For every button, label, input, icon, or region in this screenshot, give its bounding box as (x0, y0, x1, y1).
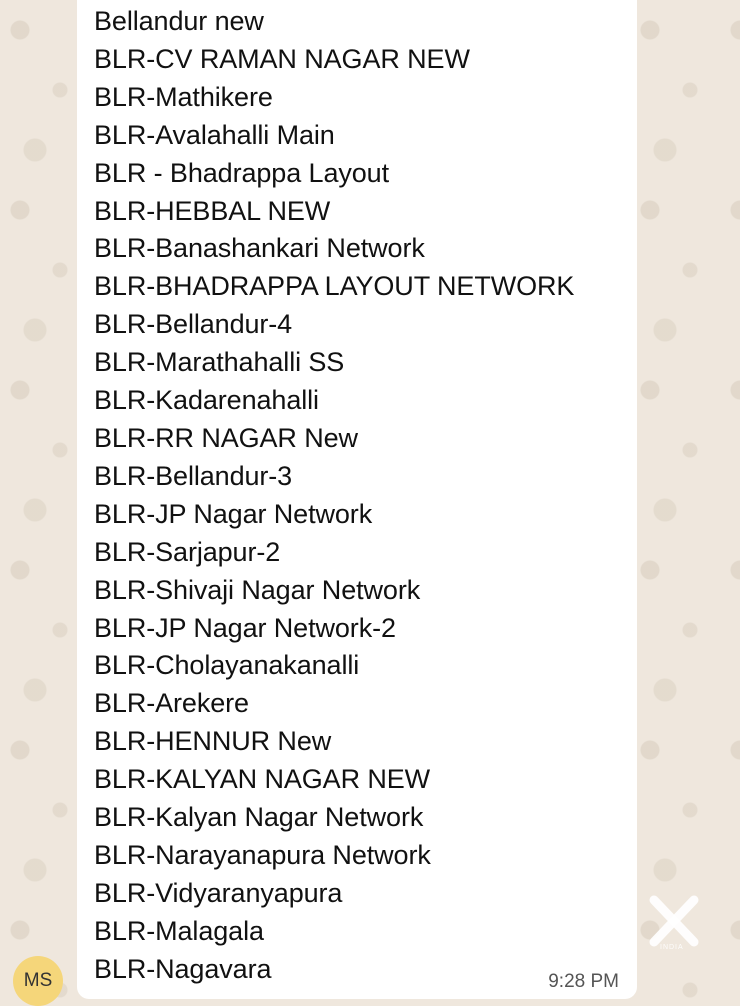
message-line: BLR-Shivaji Nagar Network (94, 574, 421, 605)
olx-logo-icon (568, 884, 708, 954)
message-line: BLR-Mathikere (94, 81, 273, 112)
message-line: BLR-Kadarenahalli (94, 385, 319, 416)
message-line: BLR-Bellandur-3 (94, 460, 293, 491)
message-line: BLR-CV RAMAN NAGAR NEW (94, 43, 470, 74)
message-text (94, 0, 637, 989)
message-line: BLR-Marathahalli SS (94, 347, 345, 378)
message-line: BLR-RR NAGAR New (94, 422, 358, 453)
message-line: BLR-BHADRAPPA LAYOUT NETWORK (94, 271, 575, 302)
message-line: BLR-Vidyaranyapura (94, 877, 343, 908)
message-line: Bellandur new (94, 6, 264, 36)
message-line: BLR-Kalyan Nagar Network (94, 802, 424, 833)
message-line: BLR-Nagavara (94, 953, 272, 984)
message-line: BLR-Arekere (94, 688, 249, 719)
message-timestamp: 9:28 PM (548, 971, 619, 992)
message-line: BLR-Sarjapur-2 (94, 536, 281, 567)
message-line: BLR-JP Nagar Network (94, 498, 373, 529)
message-line: BLR-Cholayanakanalli (94, 650, 360, 681)
message-line: BLR-KALYAN NAGAR NEW (94, 764, 431, 795)
message-line: BLR-Malagala (94, 915, 264, 946)
message-bubble[interactable] (77, 0, 637, 999)
message-line: BLR-Banashankari Network (94, 233, 425, 264)
message-line: BLR-Avalahalli Main (94, 119, 335, 150)
avatar-initials: MS (23, 970, 53, 991)
message-line-partial (94, 0, 637, 3)
message-line: BLR-HEBBAL NEW (94, 195, 331, 226)
message-line: BLR-JP Nagar Network-2 (94, 612, 396, 643)
message-line: BLR - Bhadrappa Layout (94, 157, 389, 188)
watermark-subtext: INDIA (660, 944, 684, 951)
message-line: BLR-HENNUR New (94, 726, 332, 757)
message-line: BLR-Narayanapura Network (94, 839, 431, 870)
message-line: BLR-Bellandur-4 (94, 309, 293, 340)
